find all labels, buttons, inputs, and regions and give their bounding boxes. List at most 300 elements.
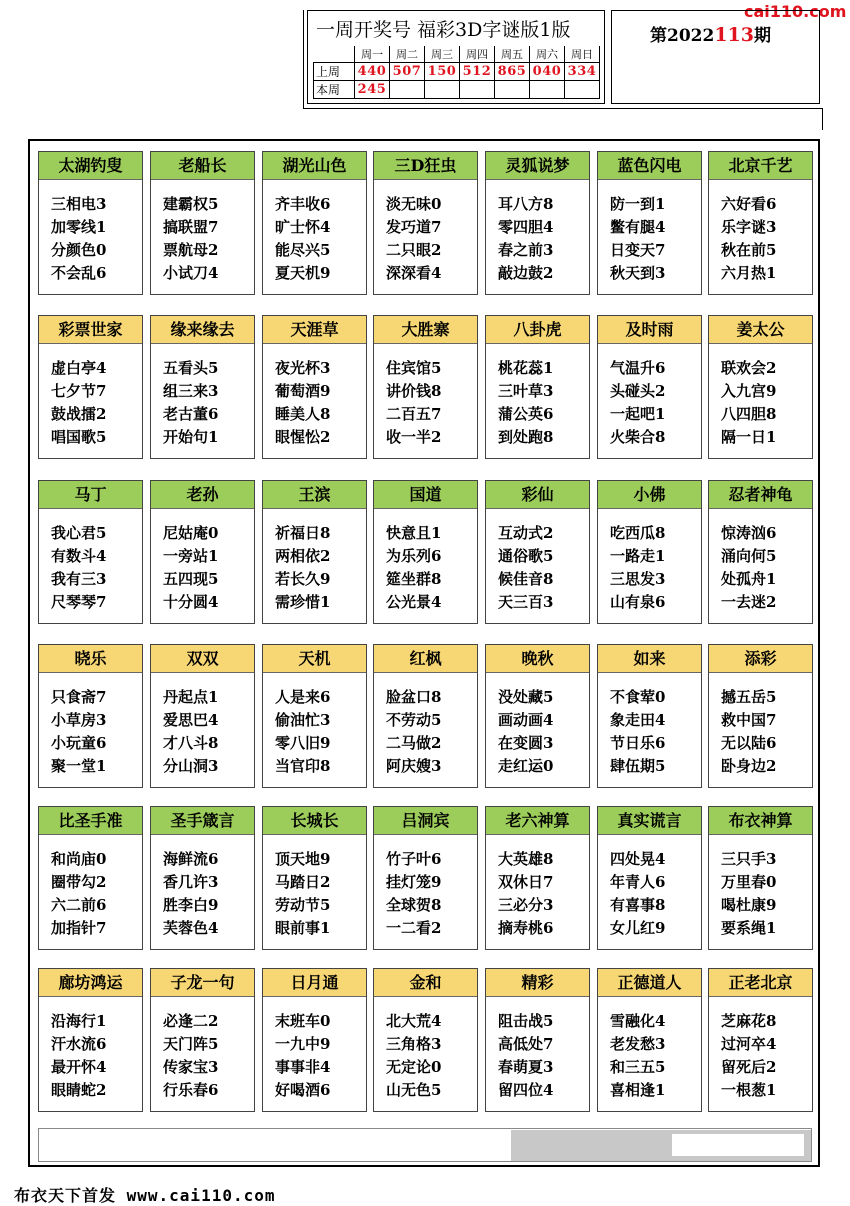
clue-item: 分颜色0: [51, 241, 107, 259]
expert-name: 三D狂虫: [374, 152, 477, 180]
clue-item: 夏天机9: [275, 264, 331, 282]
expert-cell: [597, 968, 702, 1112]
clue-list: [709, 344, 812, 449]
expert-cell: [38, 151, 143, 295]
clue-list: [709, 997, 812, 1102]
clue-item: 齐丰收6: [275, 195, 331, 213]
clue-item: 深深看4: [386, 264, 442, 282]
last-week-label: 上周: [314, 63, 355, 81]
clue-item: 三思发3: [610, 570, 666, 588]
expert-name: 圣手箴言: [151, 807, 254, 835]
clue-list: [374, 997, 477, 1102]
expert-cell: [262, 151, 367, 295]
clue-item: 零四胆4: [498, 218, 554, 236]
clue-item: 防一到1: [610, 195, 666, 213]
weekly-results-box: [307, 10, 605, 104]
clue-item: 敲边鼓2: [498, 264, 554, 282]
day-label: 周三: [425, 46, 460, 63]
clue-item: 我心君5: [51, 524, 107, 542]
expert-name: 缘来缘去: [151, 316, 254, 344]
clue-list: [709, 673, 812, 778]
clue-list: [39, 835, 142, 940]
day-label: 周一: [355, 46, 390, 63]
expert-cell: [597, 315, 702, 459]
draw-number: 150: [425, 63, 460, 81]
expert-name: 吕洞宾: [374, 807, 477, 835]
expert-name: 真实谎言: [598, 807, 701, 835]
expert-cell: [262, 968, 367, 1112]
clue-item: 一路走1: [610, 547, 666, 565]
day-label: 周五: [495, 46, 530, 63]
clue-item: 鳖有腿4: [610, 218, 666, 236]
clue-item: 劳动节5: [275, 896, 331, 914]
clue-item: 秋天到3: [610, 264, 666, 282]
expert-cell: [597, 151, 702, 295]
clue-item: 肆伍期5: [610, 757, 666, 775]
clue-item: 喝杜康9: [721, 896, 777, 914]
expert-cell: [373, 151, 478, 295]
expert-cell: [262, 806, 367, 950]
expert-name: 正德道人: [598, 969, 701, 997]
clue-item: 六好看6: [721, 195, 777, 213]
expert-cell: [150, 644, 255, 788]
draw-number: 334: [565, 63, 600, 81]
clue-item: 丹起点1: [163, 688, 219, 706]
clue-item: 脸盆口8: [386, 688, 442, 706]
clue-item: 吃西瓜8: [610, 524, 666, 542]
clue-item: 全球贺8: [386, 896, 442, 914]
clue-item: 发巧道7: [386, 218, 442, 236]
draw-number: 507: [390, 63, 425, 81]
expert-cell: [150, 968, 255, 1112]
clue-item: 祈福日8: [275, 524, 331, 542]
clue-item: 女儿红9: [610, 919, 666, 937]
expert-cell: [485, 480, 590, 624]
expert-cell: [708, 968, 813, 1112]
expert-name: 及时雨: [598, 316, 701, 344]
clue-item: 海鲜流6: [163, 850, 219, 868]
clue-item: 分山洞3: [163, 757, 219, 775]
clue-item: 北大荒4: [386, 1012, 442, 1030]
clue-item: 一旁站1: [163, 547, 219, 565]
clue-item: 一二看2: [386, 919, 442, 937]
expert-cell: [38, 968, 143, 1112]
expert-cell: [150, 315, 255, 459]
clue-item: 三必分3: [498, 896, 554, 914]
expert-cell: [708, 151, 813, 295]
expert-name: 天机: [263, 645, 366, 673]
clue-item: 在变圆3: [498, 734, 554, 752]
clue-item: 三只手3: [721, 850, 777, 868]
clue-item: 和三五5: [610, 1058, 666, 1076]
expert-name: 廊坊鸿运: [39, 969, 142, 997]
clue-item: 眼惺忪2: [275, 428, 331, 446]
clue-item: 二只眼2: [386, 241, 442, 259]
expert-name: 太湖钓叟: [39, 152, 142, 180]
clue-item: 尼姑庵0: [163, 524, 219, 542]
clue-item: 象走田4: [610, 711, 666, 729]
clue-list: [486, 673, 589, 778]
clue-item: 六二前6: [51, 896, 107, 914]
clue-item: 只食斋7: [51, 688, 107, 706]
clue-item: 喜相逢1: [610, 1081, 666, 1099]
expert-cell: [38, 315, 143, 459]
clue-item: 一起吧1: [610, 405, 666, 423]
draw-number: [565, 81, 600, 99]
clue-item: 八四胆8: [721, 405, 777, 423]
period-number: [650, 21, 771, 46]
clue-item: 撼五岳5: [721, 688, 777, 706]
clue-item: 节日乐6: [610, 734, 666, 752]
period-issue: 113: [714, 24, 754, 46]
expert-cell: [485, 644, 590, 788]
clue-list: [151, 835, 254, 940]
period-box: [611, 10, 820, 104]
clue-item: 老古董6: [163, 405, 219, 423]
clue-item: 有喜事8: [610, 896, 666, 914]
clue-item: 公光景4: [386, 593, 442, 611]
clue-item: 夜光杯3: [275, 359, 331, 377]
clue-item: 顶天地9: [275, 850, 331, 868]
clue-item: 小试刀4: [163, 264, 219, 282]
weekly-results-table: [313, 46, 600, 99]
expert-name: 长城长: [263, 807, 366, 835]
this-week-row: [314, 81, 600, 99]
clue-list: [151, 509, 254, 614]
clue-item: 淡无味0: [386, 195, 442, 213]
expert-name: 子龙一句: [151, 969, 254, 997]
expert-cell: [373, 480, 478, 624]
day-label: 周二: [390, 46, 425, 63]
clue-list: [263, 344, 366, 449]
bottom-white-box: [672, 1134, 804, 1156]
clue-item: 联欢会2: [721, 359, 777, 377]
expert-cell: [262, 480, 367, 624]
clue-item: 才八斗8: [163, 734, 219, 752]
draw-number: 865: [495, 63, 530, 81]
expert-cell: [262, 315, 367, 459]
expert-name: 小佛: [598, 481, 701, 509]
clue-item: 春萌夏3: [498, 1058, 554, 1076]
clue-list: [598, 835, 701, 940]
draw-number: 512: [460, 63, 495, 81]
clue-list: [263, 997, 366, 1102]
clue-item: 留四位4: [498, 1081, 554, 1099]
clue-item: 唱国歌5: [51, 428, 107, 446]
clue-list: [709, 509, 812, 614]
expert-name: 双双: [151, 645, 254, 673]
clue-item: 事事非4: [275, 1058, 331, 1076]
clue-item: 桃花蕊1: [498, 359, 554, 377]
clue-list: [39, 997, 142, 1102]
expert-name: 北京千艺: [709, 152, 812, 180]
clue-list: [39, 509, 142, 614]
this-week-label: 本周: [314, 81, 355, 99]
clue-item: 画动画4: [498, 711, 554, 729]
clue-item: 若长久9: [275, 570, 331, 588]
clue-list: [598, 344, 701, 449]
expert-name: 湖光山色: [263, 152, 366, 180]
clue-item: 涌向何5: [721, 547, 777, 565]
clue-list: [39, 180, 142, 285]
expert-name: 蓝色闪电: [598, 152, 701, 180]
expert-cell: [708, 315, 813, 459]
expert-cell: [150, 151, 255, 295]
clue-item: 小玩童6: [51, 734, 107, 752]
draw-number: 040: [530, 63, 565, 81]
expert-cell: [485, 968, 590, 1112]
clue-item: 芝麻花8: [721, 1012, 777, 1030]
clue-list: [263, 835, 366, 940]
clue-item: 小草房3: [51, 711, 107, 729]
draw-number: [390, 81, 425, 99]
clue-item: 卧身边2: [721, 757, 777, 775]
clue-item: 不劳动5: [386, 711, 442, 729]
clue-item: 大英雄8: [498, 850, 554, 868]
clue-item: 有数斗4: [51, 547, 107, 565]
clue-item: 传家宝3: [163, 1058, 219, 1076]
clue-item: 组三来3: [163, 382, 219, 400]
footer-text: 布衣天下首发 www.cai110.com: [14, 1186, 276, 1205]
clue-item: 阻击战5: [498, 1012, 554, 1030]
clue-list: [151, 180, 254, 285]
clue-item: 圈带勾2: [51, 873, 107, 891]
clue-item: 筵坐群8: [386, 570, 442, 588]
clue-item: 芙蓉色4: [163, 919, 219, 937]
period-suffix: 期: [754, 26, 771, 46]
clue-list: [486, 344, 589, 449]
clue-item: 旷士怀4: [275, 218, 331, 236]
clue-item: 三叶草3: [498, 382, 554, 400]
clue-item: 好喝酒6: [275, 1081, 331, 1099]
expert-cell: [485, 315, 590, 459]
clue-item: 蒲公英6: [498, 405, 554, 423]
clue-item: 天门阵5: [163, 1035, 219, 1053]
clue-item: 必逢二2: [163, 1012, 219, 1030]
clue-item: 收一半2: [386, 428, 442, 446]
expert-cell: [373, 968, 478, 1112]
clue-item: 通俗歌5: [498, 547, 554, 565]
clue-item: 香几许3: [163, 873, 219, 891]
clue-item: 不食荤0: [610, 688, 666, 706]
day-label: 周日: [565, 46, 600, 63]
header-rule: [303, 108, 823, 109]
clue-list: [374, 344, 477, 449]
clue-item: 我有三3: [51, 570, 107, 588]
clue-item: 山无色5: [386, 1081, 442, 1099]
expert-name: 比圣手准: [39, 807, 142, 835]
clue-item: 气温升6: [610, 359, 666, 377]
clue-item: 票航母2: [163, 241, 219, 259]
clue-list: [598, 997, 701, 1102]
clue-item: 阿庆嫂3: [386, 757, 442, 775]
clue-list: [263, 509, 366, 614]
expert-cell: [262, 644, 367, 788]
expert-cell: [597, 806, 702, 950]
clue-item: 一去迷2: [721, 593, 777, 611]
clue-item: 双休日7: [498, 873, 554, 891]
clue-item: 鼓战擂2: [51, 405, 107, 423]
clue-item: 人是来6: [275, 688, 331, 706]
expert-cell: [373, 644, 478, 788]
expert-cell: [485, 806, 590, 950]
expert-name: 金和: [374, 969, 477, 997]
clue-item: 摘寿桃6: [498, 919, 554, 937]
clue-list: [486, 509, 589, 614]
days-row: [314, 46, 600, 63]
clue-item: 过河卒4: [721, 1035, 777, 1053]
clue-list: [598, 509, 701, 614]
clue-list: [151, 997, 254, 1102]
clue-item: 需珍惜1: [275, 593, 331, 611]
draw-number: 440: [355, 63, 390, 81]
clue-list: [39, 673, 142, 778]
expert-name: 天涯草: [263, 316, 366, 344]
clue-list: [374, 509, 477, 614]
clue-item: 能尽兴5: [275, 241, 331, 259]
clue-item: 二马做2: [386, 734, 442, 752]
expert-cell: [708, 806, 813, 950]
clue-item: 加指针7: [51, 919, 107, 937]
clue-item: 高低处7: [498, 1035, 554, 1053]
clue-item: 虚白亭4: [51, 359, 107, 377]
clue-item: 十分圆4: [163, 593, 219, 611]
expert-name: 国道: [374, 481, 477, 509]
clue-list: [598, 673, 701, 778]
expert-name: 添彩: [709, 645, 812, 673]
clue-item: 日变天7: [610, 241, 666, 259]
expert-cell: [373, 806, 478, 950]
expert-cell: [38, 480, 143, 624]
expert-name: 老六神算: [486, 807, 589, 835]
clue-item: 七夕节7: [51, 382, 107, 400]
clue-list: [598, 180, 701, 285]
clue-list: [374, 673, 477, 778]
clue-item: 末班车0: [275, 1012, 331, 1030]
clue-item: 隔一日1: [721, 428, 777, 446]
draw-number: [425, 81, 460, 99]
clue-item: 二百五7: [386, 405, 442, 423]
expert-cell: [708, 644, 813, 788]
clue-item: 零八旧9: [275, 734, 331, 752]
clue-item: 开始句1: [163, 428, 219, 446]
expert-cell: [150, 480, 255, 624]
expert-name: 马丁: [39, 481, 142, 509]
clue-item: 救中国7: [721, 711, 777, 729]
clue-item: 头碰头2: [610, 382, 666, 400]
clue-item: 天三百3: [498, 593, 554, 611]
clue-item: 无定论0: [386, 1058, 442, 1076]
clue-item: 留死后2: [721, 1058, 777, 1076]
clue-item: 春之前3: [498, 241, 554, 259]
expert-name: 彩票世家: [39, 316, 142, 344]
clue-list: [263, 673, 366, 778]
clue-item: 竹子叶6: [386, 850, 442, 868]
clue-list: [709, 835, 812, 940]
expert-cell: [373, 315, 478, 459]
clue-item: 葡萄酒9: [275, 382, 331, 400]
clue-item: 和尚庙0: [51, 850, 107, 868]
clue-item: 最开怀4: [51, 1058, 107, 1076]
clue-item: 山有泉6: [610, 593, 666, 611]
day-label: 周四: [460, 46, 495, 63]
period-prefix: 第2022: [650, 26, 715, 46]
expert-name: 彩仙: [486, 481, 589, 509]
clue-item: 惊涛汹6: [721, 524, 777, 542]
clue-item: 沿海行1: [51, 1012, 107, 1030]
clue-item: 走红运0: [498, 757, 554, 775]
expert-name: 日月通: [263, 969, 366, 997]
draw-number: [530, 81, 565, 99]
draw-number: [495, 81, 530, 99]
expert-name: 晓乐: [39, 645, 142, 673]
clue-item: 处孤舟1: [721, 570, 777, 588]
clue-item: 马踏日2: [275, 873, 331, 891]
expert-name: 姜太公: [709, 316, 812, 344]
expert-name: 王滨: [263, 481, 366, 509]
clue-item: 搞联盟7: [163, 218, 219, 236]
expert-cell: [597, 644, 702, 788]
clue-list: [486, 835, 589, 940]
clue-item: 互动式2: [498, 524, 554, 542]
clue-list: [39, 344, 142, 449]
clue-item: 三角格3: [386, 1035, 442, 1053]
clue-item: 睡美人8: [275, 405, 331, 423]
expert-name: 八卦虎: [486, 316, 589, 344]
expert-name: 精彩: [486, 969, 589, 997]
clue-item: 乐字谜3: [721, 218, 777, 236]
clue-item: 眼睛蛇2: [51, 1081, 107, 1099]
expert-name: 忍者神龟: [709, 481, 812, 509]
last-week-row: [314, 63, 600, 81]
clue-item: 行乐春6: [163, 1081, 219, 1099]
clue-item: 秋在前5: [721, 241, 777, 259]
clue-list: [486, 997, 589, 1102]
expert-name: 老孙: [151, 481, 254, 509]
expert-name: 布衣神算: [709, 807, 812, 835]
clue-list: [151, 344, 254, 449]
expert-name: 正老北京: [709, 969, 812, 997]
expert-name: 晚秋: [486, 645, 589, 673]
clue-item: 两相依2: [275, 547, 331, 565]
expert-name: 老船长: [151, 152, 254, 180]
clue-list: [486, 180, 589, 285]
clue-item: 偷油忙3: [275, 711, 331, 729]
clue-item: 一根葱1: [721, 1081, 777, 1099]
clue-item: 到处跑8: [498, 428, 554, 446]
clue-item: 四处晃4: [610, 850, 666, 868]
clue-item: 加零线1: [51, 218, 107, 236]
clue-item: 不会乱6: [51, 264, 107, 282]
clue-item: 入九宫9: [721, 382, 777, 400]
clue-list: [374, 835, 477, 940]
expert-cell: [708, 480, 813, 624]
clue-item: 万里春0: [721, 873, 777, 891]
clue-item: 当官印8: [275, 757, 331, 775]
clue-item: 聚一堂1: [51, 757, 107, 775]
clue-list: [709, 180, 812, 285]
clue-item: 尺琴琴7: [51, 593, 107, 611]
expert-name: 大胜寨: [374, 316, 477, 344]
clue-item: 耳八方8: [498, 195, 554, 213]
clue-item: 胜李白9: [163, 896, 219, 914]
expert-name: 红枫: [374, 645, 477, 673]
site-watermark: cai110.com: [744, 2, 847, 21]
clue-item: 雪融化4: [610, 1012, 666, 1030]
expert-cell: [38, 644, 143, 788]
day-label: 周六: [530, 46, 565, 63]
clue-item: 五看头5: [163, 359, 219, 377]
